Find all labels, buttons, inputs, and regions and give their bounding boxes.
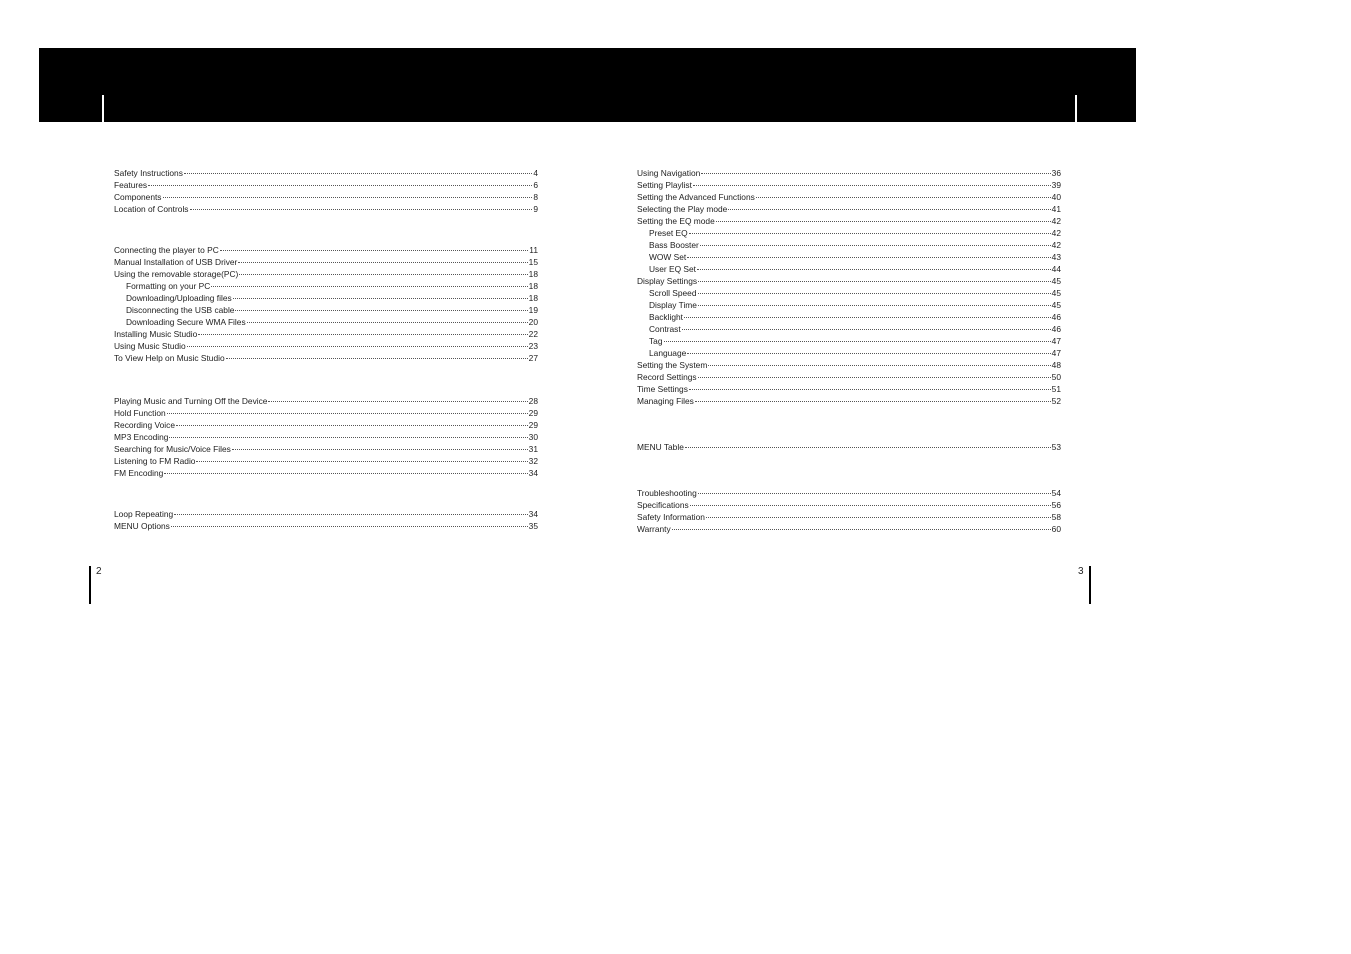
toc-group [114, 244, 538, 364]
dot-leader [220, 250, 529, 251]
toc-entry-page: 11 [529, 245, 538, 255]
dot-leader [695, 401, 1051, 402]
toc-entry[interactable] [114, 520, 538, 532]
toc-entry-title: Time Settings [637, 384, 688, 394]
dot-leader [698, 293, 1051, 294]
toc-left-column [114, 167, 538, 532]
toc-entry[interactable] [114, 352, 538, 364]
dot-leader [169, 437, 527, 438]
dot-leader [687, 257, 1050, 258]
dot-leader [697, 269, 1051, 270]
toc-entry-page: 15 [528, 257, 538, 267]
toc-entry-title: FM Encoding [114, 468, 164, 478]
dot-leader [238, 262, 527, 263]
dot-leader [232, 449, 528, 450]
toc-entry-title: Safety Instructions [114, 168, 183, 178]
toc-entry[interactable] [114, 340, 538, 352]
toc-entry[interactable] [114, 467, 538, 479]
toc-entry-page: 39 [1051, 180, 1061, 190]
toc-entry[interactable] [637, 323, 1061, 335]
toc-entry[interactable] [114, 203, 538, 215]
toc-group [114, 508, 538, 532]
toc-entry[interactable] [637, 347, 1061, 359]
toc-entry-page: 29 [528, 408, 538, 418]
dot-leader [226, 358, 528, 359]
dot-leader [684, 317, 1051, 318]
toc-entry-title: To View Help on Music Studio [114, 353, 225, 363]
header-tick-left [102, 95, 104, 122]
dot-leader [171, 526, 528, 527]
toc-entry[interactable] [114, 316, 538, 328]
dot-leader [682, 329, 1051, 330]
toc-entry-page: 43 [1051, 252, 1061, 262]
toc-entry-title: Installing Music Studio [114, 329, 198, 339]
toc-entry-title: Troubleshooting [637, 488, 697, 498]
toc-entry-page: 45 [1051, 300, 1061, 310]
dot-leader [698, 281, 1051, 282]
toc-entry-title: Tag [649, 336, 663, 346]
dot-leader [701, 173, 1050, 174]
toc-entry-page: 42 [1051, 228, 1061, 238]
toc-entry-title: Record Settings [637, 372, 697, 382]
toc-entry-page: 20 [528, 317, 538, 327]
toc-entry-title: Managing Files [637, 396, 694, 406]
toc-entry[interactable] [114, 268, 538, 280]
dot-leader [689, 389, 1051, 390]
dot-leader [167, 413, 528, 414]
dot-leader [247, 322, 528, 323]
toc-entry-title: Listening to FM Radio [114, 456, 196, 466]
toc-entry-title: Using the removable storage(PC) [114, 269, 239, 279]
toc-entry-title: MENU Table [637, 442, 684, 452]
toc-entry-title: Setting the EQ mode [637, 216, 715, 226]
dot-leader [235, 310, 527, 311]
header-band [39, 48, 1136, 122]
dot-leader [698, 493, 1051, 494]
toc-entry[interactable] [637, 239, 1061, 251]
dot-leader [198, 334, 527, 335]
toc-entry-page: 28 [528, 396, 538, 406]
toc-entry-page: 46 [1051, 324, 1061, 334]
toc-entry-title: Location of Controls [114, 204, 189, 214]
dot-leader [693, 185, 1051, 186]
toc-entry-page: 27 [528, 353, 538, 363]
toc-entry-page: 50 [1051, 372, 1061, 382]
toc-entry-page: 51 [1051, 384, 1061, 394]
toc-entry-page: 42 [1051, 216, 1061, 226]
toc-entry-page: 4 [533, 168, 538, 178]
toc-entry-title: Features [114, 180, 148, 190]
toc-entry-title: Specifications [637, 500, 689, 510]
page-rule-left [89, 566, 91, 604]
toc-entry[interactable] [114, 443, 538, 455]
toc-entry[interactable] [637, 359, 1061, 371]
toc-entry[interactable] [114, 328, 538, 340]
toc-entry-title: Setting the Advanced Functions [637, 192, 755, 202]
toc-entry-title: Disconnecting the USB cable [126, 305, 235, 315]
toc-entry-page: 53 [1051, 442, 1061, 452]
toc-group [114, 395, 538, 479]
toc-entry-page: 22 [528, 329, 538, 339]
toc-entry-title: Downloading/Uploading files [126, 293, 232, 303]
toc-entry-title: Contrast [649, 324, 681, 334]
dot-leader [685, 447, 1051, 448]
toc-entry-page: 8 [533, 192, 538, 202]
toc-entry-page: 18 [528, 269, 538, 279]
toc-entry[interactable] [114, 244, 538, 256]
header-tick-right [1075, 95, 1077, 122]
toc-entry[interactable] [637, 191, 1061, 203]
dot-leader [756, 197, 1051, 198]
toc-entry-title: Warranty [637, 524, 671, 534]
toc-entry-page: 34 [528, 509, 538, 519]
toc-entry-title: Searching for Music/Voice Files [114, 444, 231, 454]
toc-entry-title: Backlight [649, 312, 683, 322]
toc-entry[interactable] [114, 292, 538, 304]
toc-entry[interactable] [637, 441, 1061, 453]
toc-entry[interactable] [637, 215, 1061, 227]
toc-entry[interactable] [637, 167, 1061, 179]
toc-entry-title: Loop Repeating [114, 509, 174, 519]
toc-entry-title: Manual Installation of USB Driver [114, 257, 238, 267]
toc-entry[interactable] [637, 499, 1061, 511]
dot-leader [708, 365, 1050, 366]
dot-leader [164, 473, 527, 474]
toc-entry-page: 47 [1051, 348, 1061, 358]
toc-entry-title: Hold Function [114, 408, 166, 418]
toc-entry[interactable] [114, 395, 538, 407]
toc-entry[interactable] [637, 287, 1061, 299]
toc-entry-page: 29 [528, 420, 538, 430]
toc-entry[interactable] [637, 487, 1061, 499]
dot-leader [174, 514, 528, 515]
toc-entry[interactable] [637, 335, 1061, 347]
toc-entry-page: 60 [1051, 524, 1061, 534]
toc-entry-page: 18 [528, 293, 538, 303]
toc-entry-page: 47 [1051, 336, 1061, 346]
toc-entry[interactable] [114, 407, 538, 419]
toc-entry-page: 23 [528, 341, 538, 351]
toc-entry[interactable] [637, 263, 1061, 275]
dot-leader [672, 529, 1051, 530]
toc-entry-title: MENU Options [114, 521, 170, 531]
dot-leader [690, 505, 1051, 506]
toc-entry-page: 30 [528, 432, 538, 442]
dot-leader [716, 221, 1051, 222]
toc-entry-title: MP3 Encoding [114, 432, 169, 442]
toc-entry[interactable] [114, 256, 538, 268]
toc-entry[interactable] [637, 227, 1061, 239]
toc-entry[interactable] [637, 383, 1061, 395]
toc-group [637, 487, 1061, 535]
page-rule-right [1089, 566, 1091, 604]
toc-entry[interactable] [637, 299, 1061, 311]
dot-leader [190, 209, 533, 210]
toc-entry-title: Recording Voice [114, 420, 175, 430]
toc-entry-page: 45 [1051, 276, 1061, 286]
dot-leader [187, 346, 528, 347]
toc-entry[interactable] [637, 251, 1061, 263]
toc-entry[interactable] [637, 511, 1061, 523]
toc-entry-title: Playing Music and Turning Off the Device [114, 396, 268, 406]
toc-entry[interactable] [114, 508, 538, 520]
toc-entry-page: 52 [1051, 396, 1061, 406]
dot-leader [687, 353, 1050, 354]
toc-entry-page: 54 [1051, 488, 1061, 498]
dot-leader [233, 298, 528, 299]
dot-leader [706, 517, 1051, 518]
toc-entry-title: Connecting the player to PC [114, 245, 219, 255]
dot-leader [184, 173, 532, 174]
toc-entry-title: Safety Information [637, 512, 705, 522]
toc-entry[interactable] [114, 304, 538, 316]
toc-entry-title: Display Settings [637, 276, 698, 286]
toc-right-column [637, 167, 1061, 535]
toc-entry-title: Selecting the Play mode [637, 204, 728, 214]
toc-entry-title: Scroll Speed [649, 288, 697, 298]
dot-leader [698, 377, 1051, 378]
toc-entry-title: Preset EQ [649, 228, 688, 238]
toc-entry-title: Formatting on your PC [126, 281, 211, 291]
toc-entry[interactable] [637, 523, 1061, 535]
toc-entry-page: 56 [1051, 500, 1061, 510]
dot-leader [196, 461, 527, 462]
toc-entry-title: Components [114, 192, 162, 202]
toc-entry-title: Using Navigation [637, 168, 701, 178]
toc-entry[interactable] [114, 419, 538, 431]
toc-entry[interactable] [637, 275, 1061, 287]
toc-entry-page: 6 [533, 180, 538, 190]
dot-leader [698, 305, 1051, 306]
toc-entry-page: 41 [1051, 204, 1061, 214]
toc-entry-page: 36 [1051, 168, 1061, 178]
toc-entry[interactable] [114, 191, 538, 203]
dot-leader [700, 245, 1051, 246]
toc-entry-title: WOW Set [649, 252, 687, 262]
toc-entry[interactable] [114, 167, 538, 179]
toc-entry[interactable] [637, 179, 1061, 191]
toc-entry-title: Downloading Secure WMA Files [126, 317, 246, 327]
dot-leader [176, 425, 528, 426]
page-number-right: 3 [1078, 566, 1084, 577]
page-number-left: 2 [96, 566, 102, 577]
dot-leader [689, 233, 1051, 234]
toc-entry-title: Bass Booster [649, 240, 699, 250]
toc-entry-page: 46 [1051, 312, 1061, 322]
toc-entry[interactable] [637, 371, 1061, 383]
toc-entry[interactable] [114, 455, 538, 467]
toc-entry-page: 9 [533, 204, 538, 214]
toc-entry-page: 45 [1051, 288, 1061, 298]
dot-leader [163, 197, 533, 198]
toc-entry-page: 42 [1051, 240, 1061, 250]
toc-entry-title: User EQ Set [649, 264, 697, 274]
toc-group [114, 167, 538, 215]
toc-entry[interactable] [114, 179, 538, 191]
toc-entry-page: 58 [1051, 512, 1061, 522]
toc-entry-title: Using Music Studio [114, 341, 186, 351]
toc-entry-title: Language [649, 348, 687, 358]
toc-entry[interactable] [114, 431, 538, 443]
toc-entry-page: 31 [528, 444, 538, 454]
toc-entry-page: 34 [528, 468, 538, 478]
toc-entry-page: 48 [1051, 360, 1061, 370]
dot-leader [728, 209, 1050, 210]
toc-entry[interactable] [637, 311, 1061, 323]
toc-entry-page: 35 [528, 521, 538, 531]
toc-entry-page: 18 [528, 281, 538, 291]
toc-entry-page: 44 [1051, 264, 1061, 274]
dot-leader [664, 341, 1051, 342]
dot-leader [239, 274, 527, 275]
toc-entry-title: Setting the System [637, 360, 708, 370]
toc-group [637, 167, 1061, 407]
toc-entry[interactable] [637, 395, 1061, 407]
dot-leader [268, 401, 527, 402]
toc-entry-page: 19 [528, 305, 538, 315]
toc-group [637, 441, 1061, 453]
toc-entry-title: Setting Playlist [637, 180, 692, 190]
toc-entry[interactable] [637, 203, 1061, 215]
toc-entry-page: 40 [1051, 192, 1061, 202]
dot-leader [148, 185, 532, 186]
toc-entry-title: Display Time [649, 300, 697, 310]
toc-entry-page: 32 [528, 456, 538, 466]
dot-leader [211, 286, 527, 287]
toc-entry[interactable] [114, 280, 538, 292]
